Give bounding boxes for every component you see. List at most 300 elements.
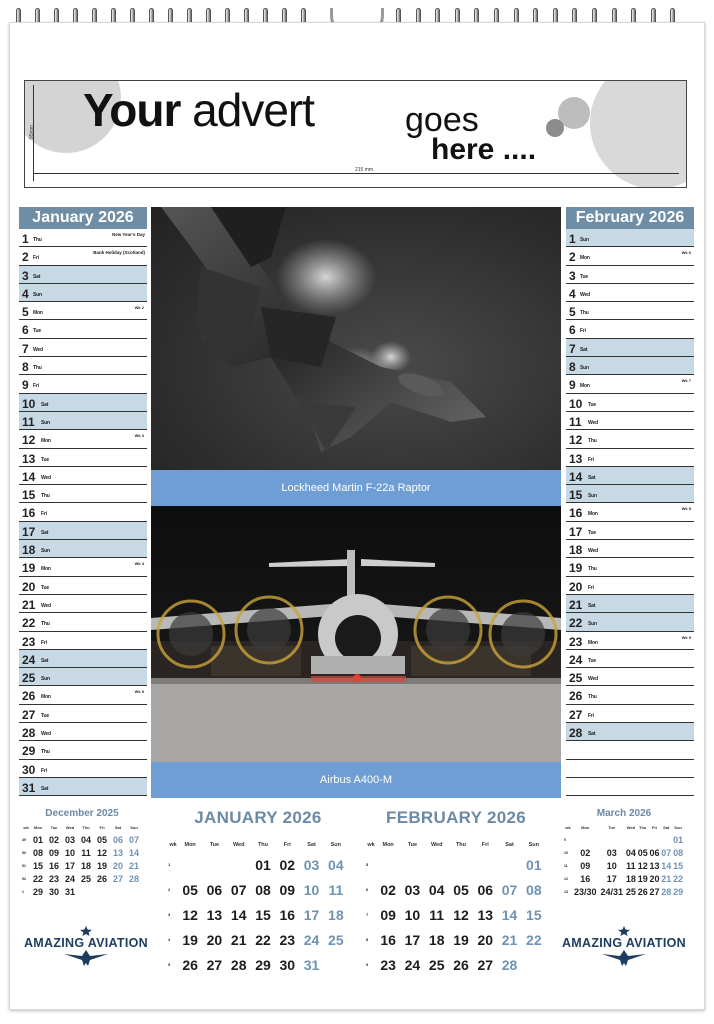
date-cell: 02 <box>380 881 396 898</box>
week-number: 9 <box>564 837 566 842</box>
date-cell: 22 <box>526 931 542 948</box>
day-row <box>566 467 694 485</box>
date-cell: 27 <box>112 873 123 884</box>
photo-caption: Lockheed Martin F-22a Raptor <box>151 470 561 506</box>
jet-silhouette-icon <box>64 950 108 966</box>
week-number-label: Wk 9 <box>681 634 691 640</box>
mini-calendar-title: December 2025 <box>45 808 119 819</box>
day-row <box>566 595 694 613</box>
day-name: Thu <box>588 566 597 573</box>
weekday-header: Wed <box>232 842 245 848</box>
day-name: Sun <box>41 419 50 426</box>
february-day-list <box>566 207 694 796</box>
date-cell: 25 <box>428 956 445 973</box>
weekday-header: Mon <box>33 825 43 830</box>
date-cell: 27 <box>206 956 223 973</box>
date-cell: 05 <box>637 847 648 858</box>
day-name: Tue <box>41 712 49 719</box>
weekday-header: Tue <box>50 825 58 830</box>
day-number: 9 <box>22 378 29 393</box>
day-row <box>566 778 694 796</box>
date-cell: 12 <box>453 906 469 923</box>
date-cell: 13 <box>649 860 660 871</box>
date-cell: 17 <box>303 906 320 923</box>
day-name: Mon <box>33 310 43 317</box>
day-number: 12 <box>569 433 583 448</box>
date-cell: 01 <box>32 834 43 845</box>
date-cell: 24 <box>303 931 320 948</box>
week-number: 49 <box>22 837 26 842</box>
date-cell: 23/30 <box>573 886 597 897</box>
day-row <box>566 522 694 540</box>
date-cell: 21 <box>230 931 247 948</box>
day-number: 27 <box>569 707 583 722</box>
day-row <box>566 375 694 393</box>
day-row <box>566 449 694 467</box>
date-cell <box>637 833 649 846</box>
day-number: 11 <box>22 414 35 429</box>
day-row <box>566 302 694 320</box>
day-row <box>19 449 147 467</box>
mini-calendar-december <box>22 808 142 898</box>
day-name: Mon <box>41 438 51 445</box>
weekday-header: Fri <box>481 842 489 848</box>
day-row <box>19 632 147 650</box>
holiday-label: New Year's Day <box>111 232 145 237</box>
day-name: Fri <box>580 328 586 335</box>
day-row <box>566 632 694 650</box>
day-row <box>19 760 147 778</box>
day-number: 28 <box>569 726 583 741</box>
day-row <box>566 705 694 723</box>
day-name: Thu <box>588 694 597 701</box>
date-cell <box>599 833 626 846</box>
date-cell: 18 <box>328 906 344 923</box>
weekday-header: Wed <box>626 825 636 830</box>
day-name: Tue <box>588 657 596 664</box>
date-cell: 31 <box>64 886 75 897</box>
day-number: 28 <box>22 726 36 741</box>
date-cell: 18 <box>625 873 636 884</box>
day-number: 23 <box>22 634 36 649</box>
date-cell: 23 <box>48 873 59 884</box>
day-number: 15 <box>22 488 36 503</box>
day-row <box>19 339 147 357</box>
advert-word-advert: advert <box>192 84 315 136</box>
weekday-header: Sat <box>505 842 514 848</box>
date-cell <box>400 852 424 877</box>
date-cell: 15 <box>255 906 271 923</box>
day-number: 11 <box>569 414 582 429</box>
day-number: 9 <box>569 378 576 393</box>
day-number: 3 <box>22 268 29 283</box>
week-number-label: Wk 6 <box>681 250 691 256</box>
date-cell <box>324 952 348 977</box>
weekday-header: Sun <box>528 842 540 848</box>
date-cell <box>522 952 546 977</box>
advert-word-goes: goes <box>405 101 479 139</box>
day-number: 25 <box>22 671 36 686</box>
date-cell: 16 <box>580 873 591 884</box>
day-name: Wed <box>588 676 598 683</box>
date-cell: 07 <box>128 834 139 845</box>
advert-circle-decor <box>546 119 564 137</box>
day-number: 13 <box>569 451 583 466</box>
week-number: 1 <box>168 862 171 867</box>
week-number: 12 <box>564 876 568 881</box>
date-cell: 20 <box>649 873 660 884</box>
date-cell <box>660 833 672 846</box>
day-number: 21 <box>569 597 583 612</box>
day-name: Tue <box>41 456 49 463</box>
amazing-aviation-logo <box>558 926 690 966</box>
day-row <box>19 412 147 430</box>
weekday-header: Mon <box>581 825 590 830</box>
weekday-header: wk <box>23 825 29 830</box>
week-number-label: Wk 8 <box>681 506 691 512</box>
date-cell: 17 <box>64 860 75 871</box>
date-cell: 01 <box>526 856 542 873</box>
advert-headline <box>83 83 314 137</box>
day-row <box>19 723 147 741</box>
day-row <box>566 320 694 338</box>
day-number: 4 <box>22 286 29 301</box>
weekday-header: Sat <box>663 825 670 830</box>
weekday-header: Tue <box>608 825 616 830</box>
day-name: Wed <box>588 419 598 426</box>
day-name: Fri <box>41 767 47 774</box>
date-cell: 07 <box>501 881 518 898</box>
date-cell: 15 <box>526 906 542 923</box>
date-cell: 04 <box>428 881 445 898</box>
date-cell: 10 <box>64 847 75 858</box>
star-icon <box>617 926 631 936</box>
date-cell: 01 <box>255 856 271 873</box>
january-month-grid <box>168 808 348 977</box>
date-cell: 19 <box>96 860 107 871</box>
february-month-grid <box>366 808 546 977</box>
date-cell: 02 <box>279 856 296 873</box>
date-cell: 26 <box>453 956 469 973</box>
date-cell: 02 <box>580 847 591 858</box>
day-name: Mon <box>588 639 598 646</box>
date-cell: 29 <box>255 956 271 973</box>
day-name: Thu <box>33 365 42 372</box>
day-name: Wed <box>41 474 51 481</box>
date-cell: 05 <box>453 881 469 898</box>
star-icon <box>79 926 93 936</box>
date-cell: 21 <box>661 873 672 884</box>
day-number: 25 <box>569 671 583 686</box>
weekday-header: Fri <box>99 825 105 830</box>
day-number: 7 <box>569 341 576 356</box>
date-cell: 09 <box>48 847 59 858</box>
weekday-header: Sat <box>114 825 122 830</box>
day-row <box>566 357 694 375</box>
day-number: 5 <box>569 305 576 320</box>
week-number: 10 <box>564 850 568 855</box>
date-cell <box>376 852 400 877</box>
date-cell <box>110 885 126 898</box>
date-cell: 08 <box>255 881 271 898</box>
date-cell: 09 <box>580 860 591 871</box>
date-cell: 10 <box>303 881 320 898</box>
f22-raptor-photo <box>151 207 561 470</box>
day-name: Tue <box>580 273 588 280</box>
width-dimension-label: 215 mm <box>355 167 374 173</box>
weekday-header: Thu <box>82 825 90 830</box>
day-name: Sun <box>588 493 597 500</box>
date-cell: 09 <box>380 906 396 923</box>
weekday-header: Wed <box>65 825 75 830</box>
date-cell: 11 <box>429 906 445 923</box>
date-cell <box>473 852 497 877</box>
date-cell: 12 <box>182 906 198 923</box>
date-cell: 26 <box>96 873 107 884</box>
day-row <box>566 412 694 430</box>
date-cell <box>497 852 521 877</box>
date-cell: 12 <box>637 860 648 871</box>
date-cell: 06 <box>477 881 494 898</box>
day-row <box>566 558 694 576</box>
day-number: 14 <box>22 469 36 484</box>
weekday-header: Fri <box>651 825 658 830</box>
day-name: Sat <box>588 731 596 738</box>
day-row <box>19 705 147 723</box>
day-number: 30 <box>22 762 36 777</box>
day-number: 26 <box>569 689 583 704</box>
weekday-header: wk <box>169 842 177 848</box>
advert-box <box>24 80 687 188</box>
date-cell: 03 <box>606 847 617 858</box>
logo-text: AMAZING AVIATION <box>23 936 148 950</box>
day-name: Sun <box>41 676 50 683</box>
date-cell: 24/31 <box>600 886 624 897</box>
month-title: January 2026 <box>19 207 147 229</box>
date-cell: 08 <box>673 847 684 858</box>
date-cell: 23 <box>279 931 296 948</box>
date-cell: 24 <box>404 956 421 973</box>
day-row <box>19 577 147 595</box>
day-row <box>19 485 147 503</box>
height-dimension-label: 95mm <box>28 125 35 139</box>
day-number: 2 <box>22 250 29 265</box>
day-row <box>19 394 147 412</box>
date-cell: 11 <box>626 860 636 871</box>
date-cell <box>449 852 473 877</box>
day-name: Sat <box>41 657 49 664</box>
weekday-header: Sun <box>330 842 342 848</box>
week-number-label: Wk 5 <box>134 689 144 695</box>
date-cell <box>425 852 449 877</box>
day-number: 10 <box>569 396 583 411</box>
day-number: 1 <box>569 232 576 246</box>
day-row <box>19 558 147 576</box>
day-row <box>19 229 147 247</box>
month-grid-table <box>366 838 546 977</box>
date-cell: 21 <box>501 931 518 948</box>
date-cell: 19 <box>182 931 198 948</box>
day-row <box>19 650 147 668</box>
day-number: 17 <box>569 524 583 539</box>
date-cell <box>94 885 110 898</box>
day-row <box>566 430 694 448</box>
date-cell: 18 <box>428 931 445 948</box>
date-cell: 02 <box>48 834 59 845</box>
week-number: 5 <box>366 862 369 867</box>
date-cell: 01 <box>673 834 684 845</box>
date-cell: 05 <box>96 834 107 845</box>
day-name: Fri <box>33 383 39 390</box>
date-cell: 15 <box>673 860 684 871</box>
day-number: 20 <box>22 579 36 594</box>
day-number: 27 <box>22 707 36 722</box>
week-number: 50 <box>22 850 26 855</box>
date-cell: 08 <box>526 881 542 898</box>
date-cell: 27 <box>649 886 660 897</box>
day-row <box>566 760 694 778</box>
date-cell <box>625 833 637 846</box>
day-row <box>19 467 147 485</box>
date-cell: 14 <box>230 906 247 923</box>
date-cell: 23 <box>380 956 396 973</box>
day-number: 16 <box>22 506 36 521</box>
date-cell: 28 <box>661 886 672 897</box>
photo-caption: Airbus A400-M <box>151 762 561 798</box>
day-number: 6 <box>569 323 576 338</box>
day-number: 22 <box>22 616 36 631</box>
date-cell: 19 <box>637 873 648 884</box>
date-cell <box>126 885 142 898</box>
date-cell: 15 <box>32 860 43 871</box>
week-number: 5 <box>168 962 171 967</box>
date-cell: 18 <box>80 860 91 871</box>
day-row <box>19 668 147 686</box>
date-cell: 22 <box>673 873 684 884</box>
day-number: 13 <box>22 451 36 466</box>
date-cell: 29 <box>673 886 684 897</box>
week-number: 3 <box>168 912 171 917</box>
january-day-list <box>19 207 147 796</box>
week-number: 4 <box>168 937 171 942</box>
day-name: Fri <box>41 639 47 646</box>
day-row <box>19 613 147 631</box>
weekday-header: Tue <box>407 842 418 848</box>
day-number: 1 <box>22 232 29 246</box>
day-number: 10 <box>22 396 36 411</box>
date-cell <box>202 852 226 877</box>
advert-circle-decor <box>590 80 687 188</box>
date-cell: 13 <box>477 906 494 923</box>
date-cell: 26 <box>637 886 648 897</box>
day-number: 2 <box>569 250 576 265</box>
date-cell: 30 <box>279 956 296 973</box>
weekday-header: Thu <box>257 842 269 848</box>
day-row <box>566 577 694 595</box>
airbus-a400m-photo <box>151 506 561 762</box>
day-name: Sun <box>588 621 597 628</box>
day-number: 18 <box>22 543 36 558</box>
month-grid-title: JANUARY 2026 <box>194 808 322 827</box>
month-grid-table <box>168 838 348 977</box>
date-cell: 05 <box>182 881 198 898</box>
day-row <box>566 503 694 521</box>
day-number: 4 <box>569 286 576 301</box>
day-row <box>566 266 694 284</box>
day-name: Thu <box>41 621 50 628</box>
day-number: 16 <box>569 506 583 521</box>
weekday-header: Sat <box>307 842 316 848</box>
date-cell: 07 <box>230 881 247 898</box>
date-cell: 09 <box>279 881 296 898</box>
weekday-header: wk <box>367 842 375 848</box>
day-number: 23 <box>569 634 583 649</box>
day-row <box>566 394 694 412</box>
day-row <box>19 266 147 284</box>
week-number-label: Wk 4 <box>134 561 144 567</box>
date-cell: 03 <box>303 856 320 873</box>
day-row <box>19 302 147 320</box>
day-number: 8 <box>569 360 576 375</box>
day-name: Tue <box>33 328 41 335</box>
day-name: Sun <box>580 365 589 372</box>
date-cell: 04 <box>625 847 636 858</box>
date-cell: 21 <box>128 860 139 871</box>
day-number: 18 <box>569 543 583 558</box>
day-number: 12 <box>22 433 36 448</box>
week-number: 6 <box>366 887 369 892</box>
day-name: Thu <box>41 493 50 500</box>
day-row <box>19 540 147 558</box>
week-number-label: Wk 3 <box>134 433 144 439</box>
holiday-label: Bank Holiday (Scotland) <box>93 250 145 256</box>
day-row <box>566 485 694 503</box>
date-cell: 17 <box>606 873 617 884</box>
day-row <box>566 686 694 704</box>
day-number: 8 <box>22 360 29 375</box>
date-cell: 14 <box>501 906 518 923</box>
logo-text: AMAZING AVIATION <box>561 936 686 950</box>
week-number: 9 <box>366 962 369 967</box>
day-name: Tue <box>41 584 49 591</box>
day-number: 15 <box>569 488 583 503</box>
date-cell: 22 <box>255 931 271 948</box>
week-number-label: Wk 2 <box>134 305 144 311</box>
day-name: Mon <box>580 255 590 262</box>
date-cell: 03 <box>64 834 75 845</box>
day-number: 19 <box>22 561 36 576</box>
day-row <box>19 357 147 375</box>
week-number: 51 <box>22 863 26 868</box>
day-name: Sat <box>588 602 596 609</box>
weekday-header: Mon <box>382 842 394 848</box>
week-number-label: Wk 7 <box>681 378 691 384</box>
month-grid-table <box>22 822 142 898</box>
day-name: Thu <box>41 749 50 756</box>
day-row <box>566 339 694 357</box>
date-cell: 12 <box>96 847 107 858</box>
date-cell: 20 <box>477 931 494 948</box>
week-number: 11 <box>564 863 568 868</box>
week-number: 13 <box>564 889 568 894</box>
weekday-header: Sun <box>674 825 682 830</box>
week-number: 1 <box>22 889 24 894</box>
weekday-header: Thu <box>639 825 647 830</box>
day-row <box>19 430 147 448</box>
weekday-header: Sun <box>130 825 138 830</box>
date-cell: 28 <box>128 873 139 884</box>
date-cell: 28 <box>501 956 518 973</box>
